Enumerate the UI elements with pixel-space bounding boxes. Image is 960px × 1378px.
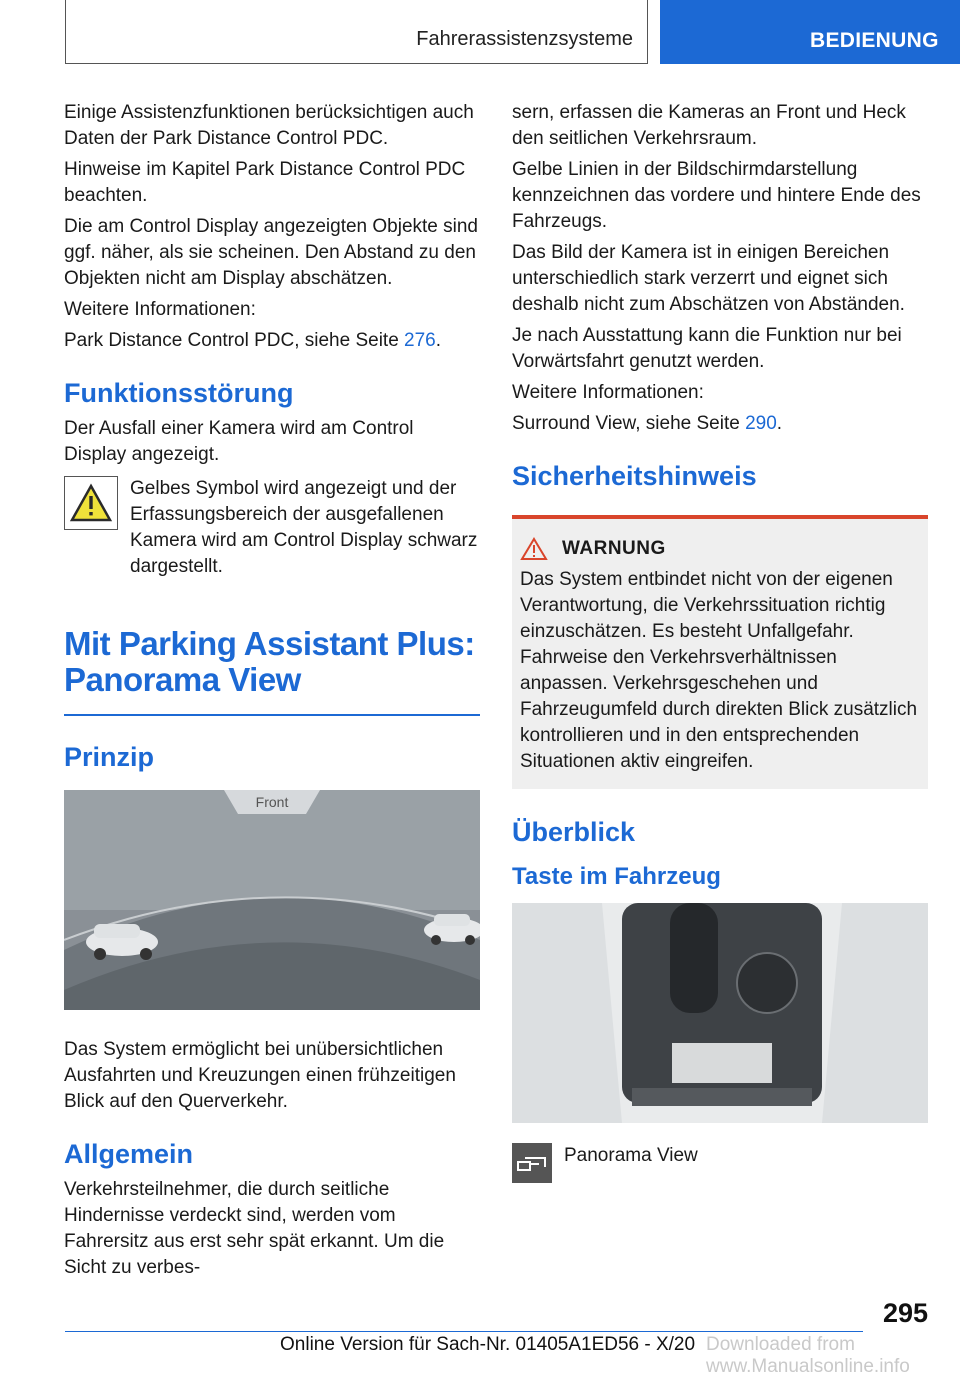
- gear-selector-icon: [670, 903, 718, 1013]
- warning-title: WARNUNG: [562, 538, 666, 559]
- header-chapter-label: BEDIENUNG: [810, 29, 939, 52]
- warning-text: Das System entbindet nicht von der eigenen Verantwortung, die Verkehrssituation richtig einzuschätzen. Es besteht Unfallgefahr. Fahrweise den Verkehrsverhältnissen anpassen. Verkehrsgeschehen und Fahrzeugumfeld durch direkten Blick zusätzlich kontrollieren und in den entsprechenden Situationen aktiv eingreifen.: [520, 569, 918, 772]
- right-column: [512, 100, 928, 1183]
- paragraph: Einige Assistenzfunktionen berücksichtigen auch Daten der Park Distance Control PDC.: [64, 102, 474, 149]
- controller-knob-icon: [737, 953, 797, 1013]
- paragraph: Surround View, siehe Seite 290.: [512, 413, 783, 434]
- panorama-view-figure: [64, 790, 480, 1010]
- heading-prinzip: Prinzip: [64, 742, 155, 772]
- reference-text: Surround View, siehe Seite: [512, 413, 746, 434]
- heading-rule: [64, 714, 480, 716]
- header-chapter-tab[interactable]: [660, 0, 960, 64]
- yellow-symbol-note: [64, 476, 480, 580]
- page-link-290[interactable]: 290: [745, 413, 777, 434]
- paragraph: Das System ermöglicht bei unübersichtlichen Ausfahrten und Kreuzungen einen frühzeitigen Blick auf den Querverkehr.: [64, 1039, 456, 1112]
- heading-allgemein: Allgemein: [64, 1139, 194, 1169]
- page-link-276[interactable]: 276: [404, 330, 436, 351]
- panorama-view-button-row: [512, 1143, 928, 1183]
- watermark: Downloaded from www.Manualsonline.info: [706, 1334, 910, 1377]
- heading-ueberblick: Überblick: [512, 817, 636, 847]
- warning-icon: [520, 537, 548, 561]
- paragraph: sern, erfassen die Kameras an Front und Heck den seitlichen Verkehrsraum.: [512, 102, 906, 149]
- paragraph: Park Distance Control PDC, siehe Seite 276.: [64, 330, 442, 351]
- panorama-view-label: Panorama View: [564, 1145, 698, 1166]
- footer-rule: [65, 1331, 863, 1332]
- warning-box: [512, 515, 928, 789]
- paragraph: Die am Control Display angezeigten Objekte sind ggf. näher, als sie scheinen. Den Abstand zu den Objekten nicht am Display abschätzen.: [64, 216, 478, 289]
- page-number: 295: [882, 1298, 928, 1328]
- paragraph: Je nach Ausstattung kann die Funktion nur bei Vorwärtsfahrt genutzt werden.: [512, 325, 902, 372]
- console-photo: [512, 903, 928, 1123]
- paragraph: Weitere Informationen:: [512, 382, 704, 403]
- reference-text: Park Distance Control PDC, siehe Seite: [64, 330, 405, 351]
- panorama-view-icon: [512, 1143, 552, 1183]
- figure-label-front: Front: [255, 794, 289, 810]
- paragraph: Das Bild der Kamera ist in einigen Bereichen unterschiedlich stark verzerrt und eignet sich deshalb nicht zum Abschätzen von Abständen.: [512, 242, 905, 315]
- paragraph: Gelbe Linien in der Bildschirmdarstellung kennzeichnen das vordere und hintere Ende des Fahrzeugs.: [512, 159, 921, 232]
- header-section-box: [65, 0, 648, 64]
- header-section-title: Fahrerassistenzsysteme: [416, 28, 633, 50]
- heading-sicherheitshinweis: Sicherheitshinweis: [512, 461, 757, 491]
- heading-panorama-view: Mit Parking Assistant Plus: Panorama View: [64, 625, 475, 698]
- warning-triangle-icon: [64, 476, 118, 530]
- symbol-description: Gelbes Symbol wird angezeigt und der Erfassungsbereich der ausgefallenen Kamera wird am Control Display schwarz dargestellt.: [130, 478, 478, 577]
- left-column: [64, 100, 480, 1286]
- heading-taste-im-fahrzeug: Taste im Fahrzeug: [512, 863, 721, 890]
- paragraph: Weitere Informationen:: [64, 299, 256, 320]
- heading-funktionsstoerung: Funktionsstörung: [64, 378, 294, 408]
- paragraph: Hinweise im Kapitel Park Distance Control PDC beachten.: [64, 159, 466, 206]
- online-version-note: Online Version für Sach-Nr. 01405A1ED56 - X/20: [280, 1334, 696, 1355]
- warning-header: [520, 537, 920, 561]
- paragraph: Der Ausfall einer Kamera wird am Control Display angezeigt.: [64, 418, 414, 465]
- paragraph: Verkehrsteilnehmer, die durch seitliche Hindernisse verdeckt sind, werden vom Fahrersitz aus erst sehr spät erkannt. Um die Sicht zu verbes-: [64, 1179, 445, 1278]
